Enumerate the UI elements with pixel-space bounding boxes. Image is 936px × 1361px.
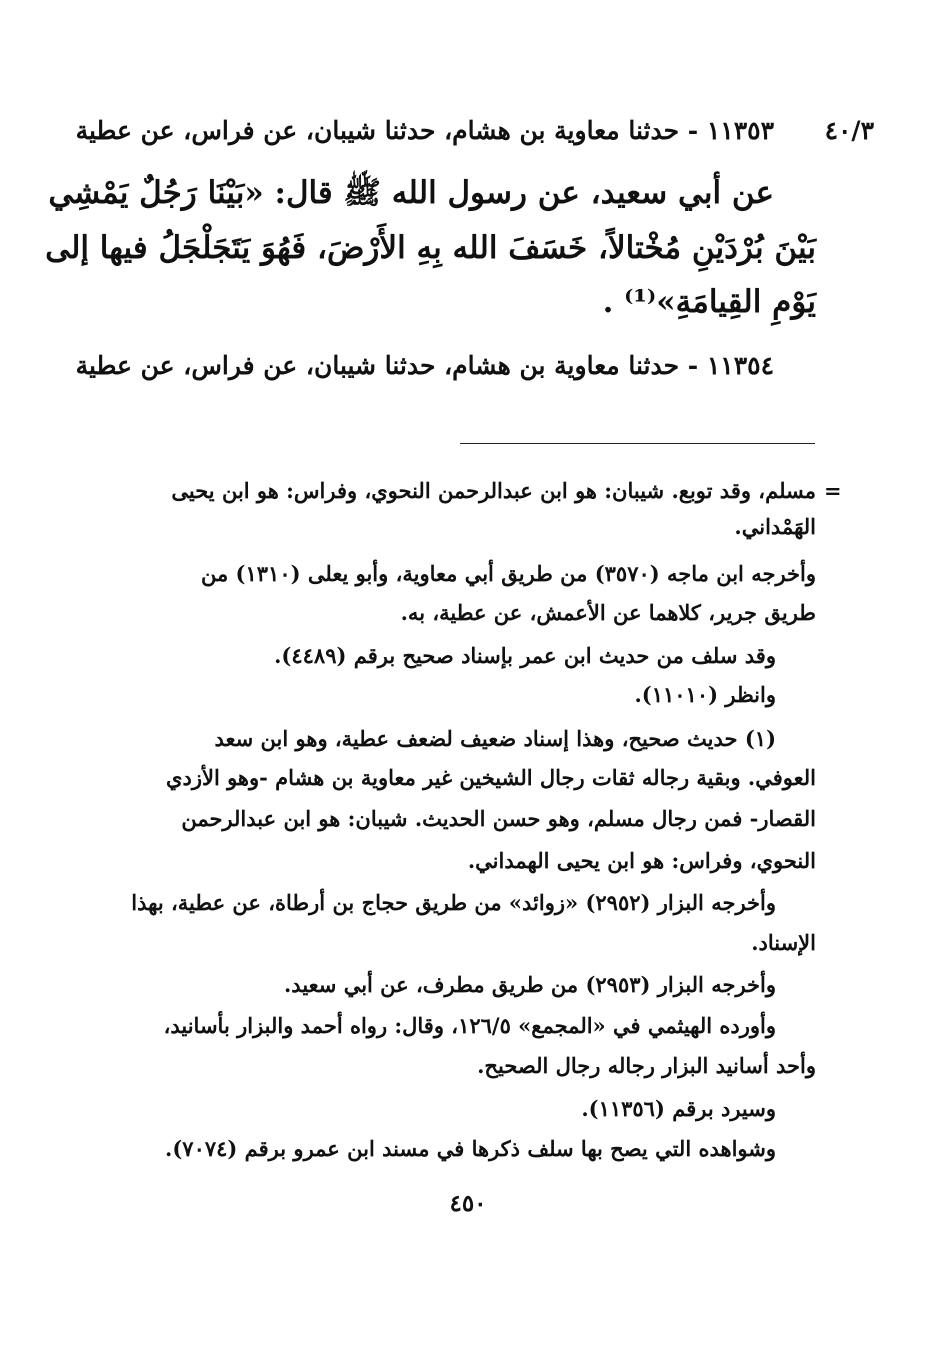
- footnote-line: الهَمْداني.: [734, 514, 816, 539]
- footnote-line: القصار- فمن رجال مسلم، وهو حسن الحديث. شيبان: هو ابن عبدالرحمن: [181, 806, 816, 831]
- footnote-line: وسيرد برقم (١١٣٥٦).: [581, 1096, 776, 1121]
- footnote-line: وشواهده التي يصح بها سلف ذكرها في مسند ابن عمرو برقم (٧٠٧٤).: [165, 1136, 776, 1161]
- footnote-line: (١) حديث صحيح، وهذا إسناد ضعيف لضعف عطية، وهو ابن سعد: [214, 726, 776, 751]
- continuation-mark: =: [824, 478, 842, 503]
- footnote-line: الإسناد.: [751, 930, 816, 955]
- hadith-1353-line-3: بَيْنَ بُرْدَيْنِ مُخْتالاً، خَسَفَ الله بِهِ الأَرْضَ، فَهُوَ يَتَجَلْجَلُ فيها إلى: [45, 230, 816, 266]
- hadith-1353-number: ١١٣٥٣: [706, 116, 774, 145]
- page-reference: ٤٠/٣: [824, 116, 874, 145]
- footnote-line: وانظر (١١٠١٠).: [634, 682, 776, 707]
- footnote-separator: [460, 443, 815, 444]
- footnote-line: وأحد أسانيد البزار رجاله رجال الصحيح.: [477, 1053, 816, 1078]
- page-number: ٤٥٠: [449, 1190, 487, 1217]
- hadith-1354-number: ١١٣٥٤: [706, 351, 774, 380]
- hadith-1353-line-2: عن أبي سعيد، عن رسول الله ﷺ قال: «بَيْنَا رَجُلٌ يَمْشِي: [48, 175, 774, 211]
- footnote-line: طريق جرير، كلاهما عن الأعمش، عن عطية، به.: [400, 600, 816, 625]
- hadith-1354-text-1: - حدثنا معاوية بن هشام، حدثنا شيبان، عن فراس، عن عطية: [75, 351, 699, 380]
- footnote-line: مسلم، وقد توبع. شيبان: هو ابن عبدالرحمن النحوي، وفراس: هو ابن يحيى: [171, 478, 816, 503]
- footnote-line: وأورده الهيثمي في «المجمع» ١٢٦/٥، وقال: رواه أحمد والبزار بأسانيد،: [163, 1013, 776, 1038]
- hadith-1353-line-4: يَوْمِ القِيامَةِ»⁽¹⁾ .: [602, 284, 816, 320]
- hadith-1354-line-1: [75, 351, 774, 380]
- footnote-line: العوفي. وبقية رجاله ثقات رجال الشيخين غير معاوية بن هشام -وهو الأزدي: [166, 765, 816, 790]
- footnote-line: وأخرجه ابن ماجه (٣٥٧٠) من طريق أبي معاوية، وأبو يعلى (١٣١٠) من: [201, 561, 816, 586]
- footnote-line: وقد سلف من حديث ابن عمر بإسناد صحيح برقم (٤٤٨٩).: [274, 643, 776, 668]
- footnote-line: وأخرجه البزار (٢٩٥٣) من طريق مطرف، عن أبي سعيد.: [283, 972, 776, 997]
- hadith-1353-line-1: [75, 116, 774, 145]
- hadith-1353-text-1: - حدثنا معاوية بن هشام، حدثنا شيبان، عن فراس، عن عطية: [75, 116, 699, 145]
- footnote-line: النحوي، وفراس: هو ابن يحيى الهمداني.: [467, 848, 816, 873]
- footnote-line: وأخرجه البزار (٢٩٥٢) «زوائد» من طريق حجاج بن أرطاة، عن عطية، بهذا: [131, 890, 776, 915]
